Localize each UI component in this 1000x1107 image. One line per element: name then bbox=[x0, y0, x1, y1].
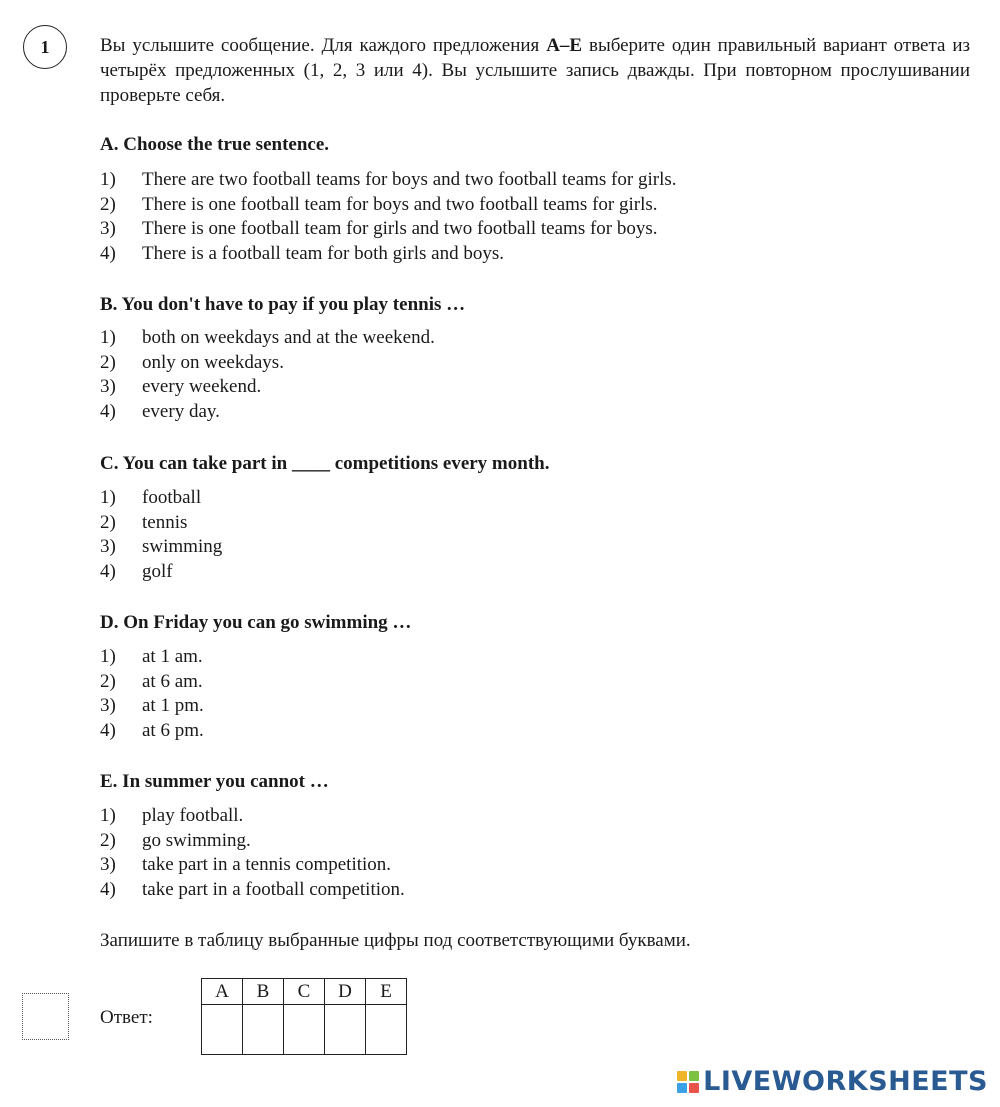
option-number: 2) bbox=[100, 511, 116, 533]
option-e-4[interactable] bbox=[100, 878, 405, 903]
answer-input-e[interactable] bbox=[366, 1005, 407, 1055]
answer-header-d: D bbox=[325, 979, 366, 1005]
question-a-title: A. Choose the true sentence. bbox=[100, 134, 330, 155]
answer-input-a[interactable] bbox=[202, 1005, 243, 1055]
option-text: at 6 am. bbox=[142, 670, 203, 692]
option-c-3[interactable] bbox=[100, 535, 222, 560]
instruction-text bbox=[100, 33, 970, 108]
option-b-4[interactable] bbox=[100, 400, 435, 425]
question-e-options bbox=[100, 804, 405, 902]
option-c-4[interactable] bbox=[100, 560, 222, 585]
option-number: 4) bbox=[100, 242, 116, 264]
option-a-3[interactable] bbox=[100, 217, 677, 242]
option-number: 2) bbox=[100, 829, 116, 851]
option-text: play football. bbox=[142, 805, 244, 826]
option-text: every weekend. bbox=[142, 376, 262, 398]
option-number: 3) bbox=[100, 536, 116, 558]
instruction-bold: A–E bbox=[546, 35, 583, 56]
option-text: There is one football team for boys and two football teams for girls. bbox=[142, 193, 658, 215]
option-c-2[interactable] bbox=[100, 511, 222, 536]
logo-square-4 bbox=[689, 1083, 699, 1093]
option-text: every day. bbox=[142, 400, 220, 422]
option-number: 1) bbox=[100, 805, 116, 826]
answer-label: Ответ: bbox=[100, 1007, 153, 1028]
option-text: go swimming. bbox=[142, 829, 251, 851]
answer-input-d[interactable] bbox=[325, 1005, 366, 1055]
option-d-3[interactable] bbox=[100, 694, 204, 719]
option-number: 1) bbox=[100, 646, 116, 667]
option-e-1[interactable] bbox=[100, 804, 405, 829]
option-number: 4) bbox=[100, 560, 116, 582]
write-instruction: Запишите в таблицу выбранные цифры под соответствующими буквами. bbox=[100, 930, 691, 951]
option-text: swimming bbox=[142, 536, 223, 558]
question-b-title: B. You don't have to pay if you play tennis … bbox=[100, 294, 466, 315]
option-text: tennis bbox=[142, 511, 188, 533]
option-d-4[interactable] bbox=[100, 719, 204, 744]
option-a-1[interactable] bbox=[100, 168, 677, 193]
option-b-3[interactable] bbox=[100, 375, 435, 400]
option-text: There are two football teams for boys and two football teams for girls. bbox=[142, 169, 677, 190]
option-number: 2) bbox=[100, 670, 116, 692]
liveworksheets-logo-icon bbox=[677, 1071, 699, 1093]
instruction-part2: выберите один правильный вариант ответа из четырёх предложенных (1, 2, 3 или 4). Вы услышите запись дважды. При повторном прослушивании проверьте себя. bbox=[100, 35, 970, 106]
option-e-2[interactable] bbox=[100, 829, 405, 854]
option-number: 3) bbox=[100, 376, 116, 398]
option-number: 1) bbox=[100, 169, 116, 190]
question-c-title: C. You can take part in ____ competitions every month. bbox=[100, 453, 550, 474]
answer-header-a: A bbox=[202, 979, 243, 1005]
option-e-3[interactable] bbox=[100, 853, 405, 878]
option-text: both on weekdays and at the weekend. bbox=[142, 327, 435, 348]
logo-square-2 bbox=[689, 1071, 699, 1081]
instruction-part1: Вы услышите сообщение. Для каждого предложения bbox=[100, 35, 547, 56]
question-e-title: E. In summer you cannot … bbox=[100, 771, 329, 792]
answer-input-b[interactable] bbox=[243, 1005, 284, 1055]
option-text: at 1 pm. bbox=[142, 695, 204, 717]
question-number: 1 bbox=[23, 25, 67, 69]
question-c-options bbox=[100, 486, 222, 584]
option-number: 2) bbox=[100, 351, 116, 373]
option-text: take part in a football competition. bbox=[142, 878, 405, 900]
option-number: 3) bbox=[100, 854, 116, 876]
option-number: 4) bbox=[100, 878, 116, 900]
option-number: 4) bbox=[100, 719, 116, 741]
brand-name: LIVEWORKSHEETS bbox=[703, 1066, 988, 1097]
answer-input-c[interactable] bbox=[284, 1005, 325, 1055]
answer-table-header-row bbox=[202, 979, 407, 1005]
answer-header-c: C bbox=[284, 979, 325, 1005]
option-number: 1) bbox=[100, 487, 116, 508]
question-d-options bbox=[100, 645, 204, 743]
option-b-1[interactable] bbox=[100, 326, 435, 351]
logo-square-1 bbox=[677, 1071, 687, 1081]
answer-header-b: B bbox=[243, 979, 284, 1005]
option-number: 1) bbox=[100, 327, 116, 348]
option-d-2[interactable] bbox=[100, 670, 204, 695]
option-text: football bbox=[142, 487, 202, 508]
option-number: 4) bbox=[100, 400, 116, 422]
question-b-options bbox=[100, 326, 435, 424]
option-text: take part in a tennis competition. bbox=[142, 854, 392, 876]
logo-square-3 bbox=[677, 1083, 687, 1093]
answer-table bbox=[201, 978, 407, 1055]
option-text: at 6 pm. bbox=[142, 719, 204, 741]
option-a-2[interactable] bbox=[100, 193, 677, 218]
answer-table-input-row bbox=[202, 1005, 407, 1055]
option-b-2[interactable] bbox=[100, 351, 435, 376]
answer-header-e: E bbox=[366, 979, 407, 1005]
option-a-4[interactable] bbox=[100, 242, 677, 267]
question-d-title: D. On Friday you can go swimming … bbox=[100, 612, 412, 633]
answer-checkbox[interactable] bbox=[22, 993, 69, 1040]
option-number: 3) bbox=[100, 695, 116, 717]
option-d-1[interactable] bbox=[100, 645, 204, 670]
option-text: There is a football team for both girls and boys. bbox=[142, 242, 504, 264]
option-text: golf bbox=[142, 560, 173, 582]
option-text: There is one football team for girls and two football teams for boys. bbox=[142, 218, 658, 240]
liveworksheets-brand[interactable] bbox=[677, 1066, 988, 1097]
option-c-1[interactable] bbox=[100, 486, 222, 511]
question-a-options bbox=[100, 168, 677, 266]
option-text: at 1 am. bbox=[142, 646, 203, 667]
option-text: only on weekdays. bbox=[142, 351, 284, 373]
option-number: 2) bbox=[100, 193, 116, 215]
option-number: 3) bbox=[100, 218, 116, 240]
